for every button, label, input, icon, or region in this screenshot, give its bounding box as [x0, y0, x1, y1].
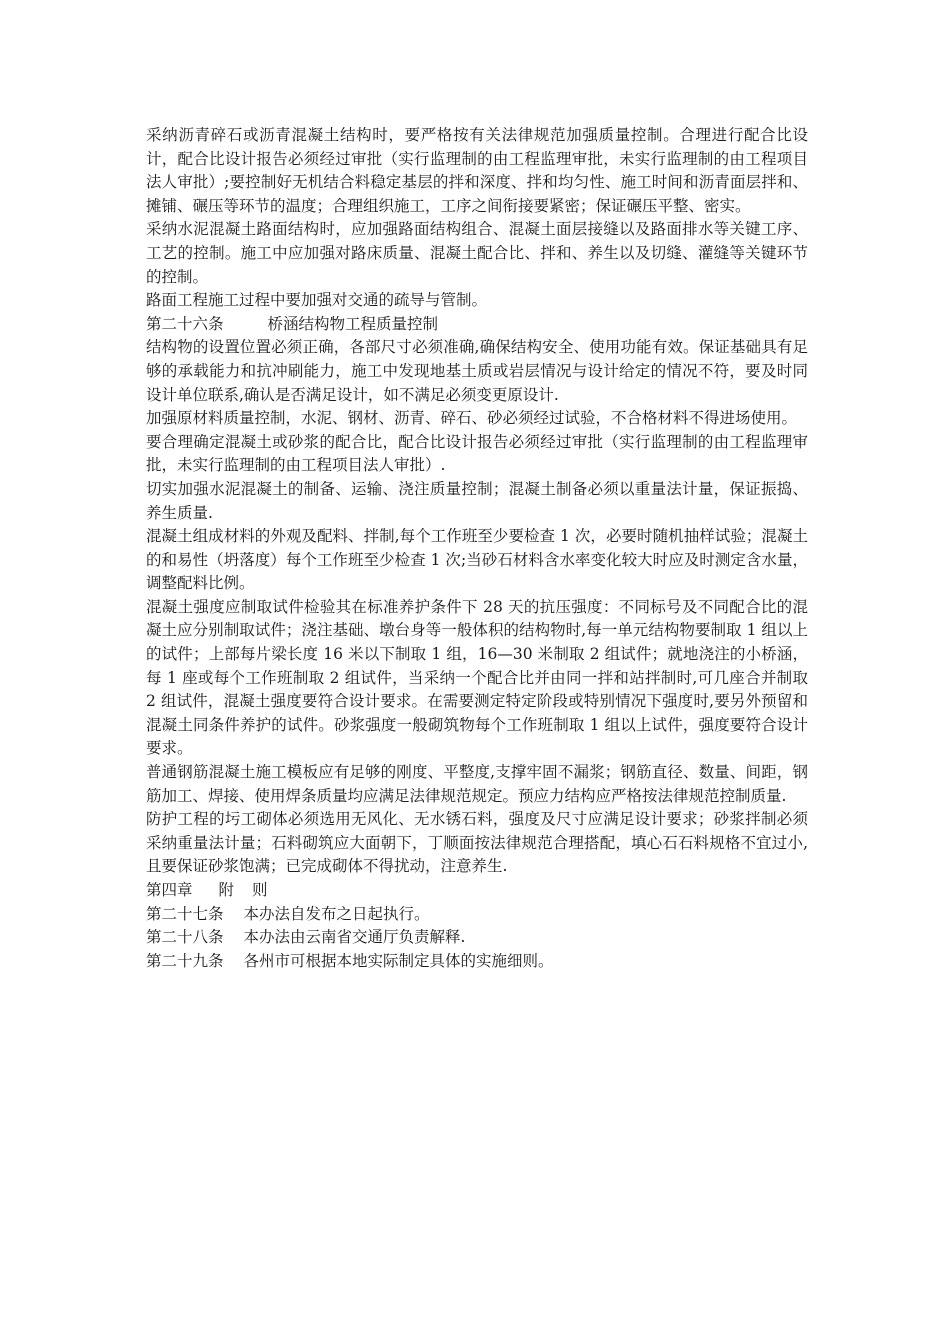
paragraph-cement-pavement: 采纳水泥混凝土路面结构时，应加强路面结构组合、混凝土面层接缝以及路面排水等关键工序、工艺的控制。施工中应加强对路床质量、混凝土配合比、拌和、养生以及切缝、灌缝等关键环节的控制。	[146, 220, 808, 286]
article-number: 第二十八条	[146, 928, 224, 947]
paragraph-masonry: 防护工程的圬工砌体必须选用无风化、无水锈石料，强度及尺寸应满足设计要求；砂浆拌制必须采纳重量法计量；石料砌筑应大面朝下，丁顺面按法律规范合理搭配，填心石石料规格不宜过小,且要保证砂浆饱满；已完成砌体不得扰动，注意养生.	[146, 810, 808, 876]
paragraph-mix-ratio: 要合理确定混凝土或砂浆的配合比，配合比设计报告必须经过审批（实行监理制的由工程监理审批，未实行监理制的由工程项目法人审批）.	[146, 432, 808, 475]
article-29	[146, 950, 808, 974]
paragraph-raw-materials: 加强原材料质量控制，水泥、钢材、沥青、碎石、砂必须经过试验，不合格材料不得进场使用。	[146, 409, 798, 428]
article-text: 各州市可根据本地实际制定具体的实施细则。	[243, 951, 554, 970]
article-text: 本办法由云南省交通厅负责解释.	[243, 928, 466, 947]
article-number: 第二十六条	[146, 314, 224, 333]
article-title: 桥涵结构物工程质量控制	[267, 314, 439, 333]
chapter-title-part-1: 附	[218, 881, 235, 899]
article-number: 第二十七条	[146, 904, 224, 923]
article-26-heading	[146, 313, 808, 337]
article-27	[146, 903, 808, 927]
document-page	[146, 124, 808, 973]
paragraph-concrete-strength: 混凝土强度应制取试件检验其在标准养护条件下 28 天的抗压强度：不同标号及不同配合比的混凝土应分别制取试件；浇注基础、墩台身等一般体积的结构物时,每一单元结构物要制取 1 组以上的试件；上部每片梁长度 16 米以下制取 1 组，16—30 米制取 2 组试件；就地浇注的小桥涵，每 1 座或每个工作班制取 2 组试件，当采纳一个配合比并由同一拌和站拌制时,可几座合并制取 2 组试件，混凝土强度要符合设计要求。在需要测定特定阶段或特别情况下强度时,要另外预留和混凝土同条件养护的试件。砂浆强度一般砌筑物每个工作班制取 1 组以上试件，强度要符合设计要求。	[146, 597, 808, 758]
chapter-title-part-2: 则	[252, 881, 268, 899]
article-text: 本办法自发布之日起执行。	[243, 904, 430, 923]
chapter-number: 第四章	[146, 881, 193, 899]
paragraph-traffic-control: 路面工程施工过程中要加强对交通的疏导与管制。	[146, 291, 488, 310]
paragraph-concrete-preparation: 切实加强水泥混凝土的制备、运输、浇注质量控制；混凝土制备必须以重量法计量，保证振捣、养生质量.	[146, 479, 808, 522]
paragraph-concrete-inspection: 混凝土组成材料的外观及配料、拌制,每个工作班至少要检查 1 次，必要时随机抽样试验；混凝土的和易性（坍落度）每个工作班至少检查 1 次;当砂石材料含水率变化较大时应及时测定含水量，调整配料比例。	[146, 527, 808, 593]
paragraph-asphalt-pavement: 采纳沥青碎石或沥青混凝土结构时，要严格按有关法律规范加强质量控制。合理进行配合比设计，配合比设计报告必须经过审批（实行监理制的由工程监理审批，未实行监理制的由工程项目法人审批）;要控制好无机结合料稳定基层的拌和深度、拌和均匀性、施工时间和沥青面层拌和、摊铺、碾压等环节的温度；合理组织施工，工序之间衔接要紧密；保证碾压平整、密实。	[146, 126, 808, 215]
paragraph-structure-position: 结构物的设置位置必须正确，各部尺寸必须准确,确保结构安全、使用功能有效。保证基础具有足够的承载能力和抗冲刷能力，施工中发现地基土质或岩层情况与设计给定的情况不符，要及时同设计单位联系,确认是否满足设计，如不满足必须变更原设计.	[146, 338, 808, 404]
article-number: 第二十九条	[146, 951, 224, 970]
article-28	[146, 926, 808, 950]
paragraph-formwork-rebar: 普通钢筋混凝土施工模板应有足够的刚度、平整度,支撑牢固不漏浆；钢筋直径、数量、间距，钢筋加工、焊接、使用焊条质量均应满足法律规范规定。预应力结构应严格按法律规范控制质量.	[146, 763, 808, 805]
chapter-4-heading	[146, 879, 808, 903]
